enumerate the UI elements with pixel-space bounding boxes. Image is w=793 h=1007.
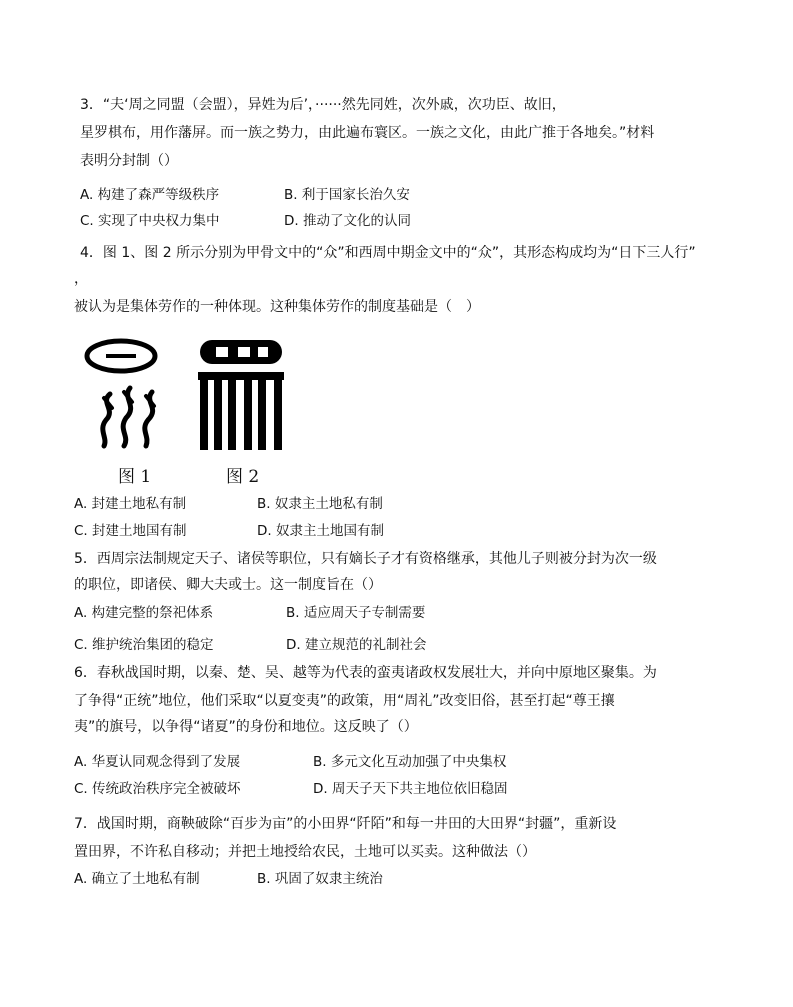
q7-option-b: B. 巩固了奴隶主统治 bbox=[257, 871, 383, 887]
q4-stem-line-2: ， bbox=[74, 271, 88, 287]
q6-option-a: A. 华夏认同观念得到了发展 bbox=[74, 754, 241, 770]
q4-option-b: B. 奴隶主土地私有制 bbox=[257, 496, 383, 512]
q7-stem-line-1: 7．战国时期，商鞅破除“百步为亩”的小田界“阡陌”和每一井田的大田界“封疆”，重新设 bbox=[74, 816, 617, 832]
q5-option-d: D. 建立规范的礼制社会 bbox=[286, 637, 427, 653]
q5-option-a: A. 构建完整的祭祀体系 bbox=[74, 605, 214, 621]
q3-stem-line-2: 星罗棋布，用作藩屏。而一族之势力，由此遍布寰区。一族之文化，由此广推于各地矣。”材料 bbox=[80, 125, 655, 141]
figure-2-bronze-zhong bbox=[190, 336, 292, 454]
q3-stem-line-1: 3．“夫‘周之同盟（会盟），异姓为后’，······然先同姓，次外戚，次功臣、故旧， bbox=[80, 97, 566, 113]
q3-stem-line-3: 表明分封制（） bbox=[80, 153, 178, 169]
q3-option-d: D. 推动了文化的认同 bbox=[284, 213, 411, 229]
q4-option-a: A. 封建土地私有制 bbox=[74, 496, 187, 512]
q4-stem-line-1: 4．图 1、图 2 所示分别为甲骨文中的“众”和西周中期金文中的“众”，其形态构成均为“日下三人行” bbox=[80, 245, 696, 261]
q7-option-a: A. 确立了土地私有制 bbox=[74, 871, 200, 887]
q4-option-d: D. 奴隶主土地国有制 bbox=[257, 523, 384, 539]
q5-stem-line-2: 的职位，即诸侯、卿大夫或士。这一制度旨在（） bbox=[74, 577, 382, 593]
q3-option-b: B. 利于国家长治久安 bbox=[284, 187, 410, 203]
q4-stem-line-3: 被认为是集体劳作的一种体现。这种集体劳作的制度基础是（ ） bbox=[74, 299, 480, 315]
q3-option-a: A. 构建了森严等级秩序 bbox=[80, 187, 220, 203]
q5-stem-line-1: 5．西周宗法制规定天子、诸侯等职位，只有嫡长子才有资格继承，其他儿子则被分封为次一级 bbox=[74, 551, 657, 567]
q6-stem-line-2: 了争得“正统”地位，他们采取“以夏变夷”的政策，用“周礼”改变旧俗，甚至打起“尊王攘 bbox=[74, 693, 615, 709]
q6-stem-line-3: 夷”的旗号，以争得“诸夏”的身份和地位。这反映了（） bbox=[74, 719, 418, 735]
figure-1-oracle-bone-zhong bbox=[80, 336, 170, 454]
q6-option-b: B. 多元文化互动加强了中央集权 bbox=[313, 754, 507, 770]
q7-stem-line-2: 置田界，不许私自移动；并把土地授给农民，土地可以买卖。这种做法（） bbox=[74, 844, 536, 860]
q3-option-c: C. 实现了中央权力集中 bbox=[80, 213, 220, 229]
figure-2-caption: 图 2 bbox=[226, 467, 260, 487]
q6-option-c: C. 传统政治秩序完全被破坏 bbox=[74, 781, 241, 797]
q6-stem-line-1: 6．春秋战国时期，以秦、楚、吴、越等为代表的蛮夷诸政权发展壮大，并向中原地区聚集。为 bbox=[74, 665, 657, 681]
figure-1-caption: 图 1 bbox=[118, 467, 152, 487]
q5-option-b: B. 适应周天子专制需要 bbox=[286, 605, 426, 621]
q5-option-c: C. 维护统治集团的稳定 bbox=[74, 637, 214, 653]
q6-option-d: D. 周天子天下共主地位依旧稳固 bbox=[313, 781, 508, 797]
q4-option-c: C. 封建土地国有制 bbox=[74, 523, 187, 539]
